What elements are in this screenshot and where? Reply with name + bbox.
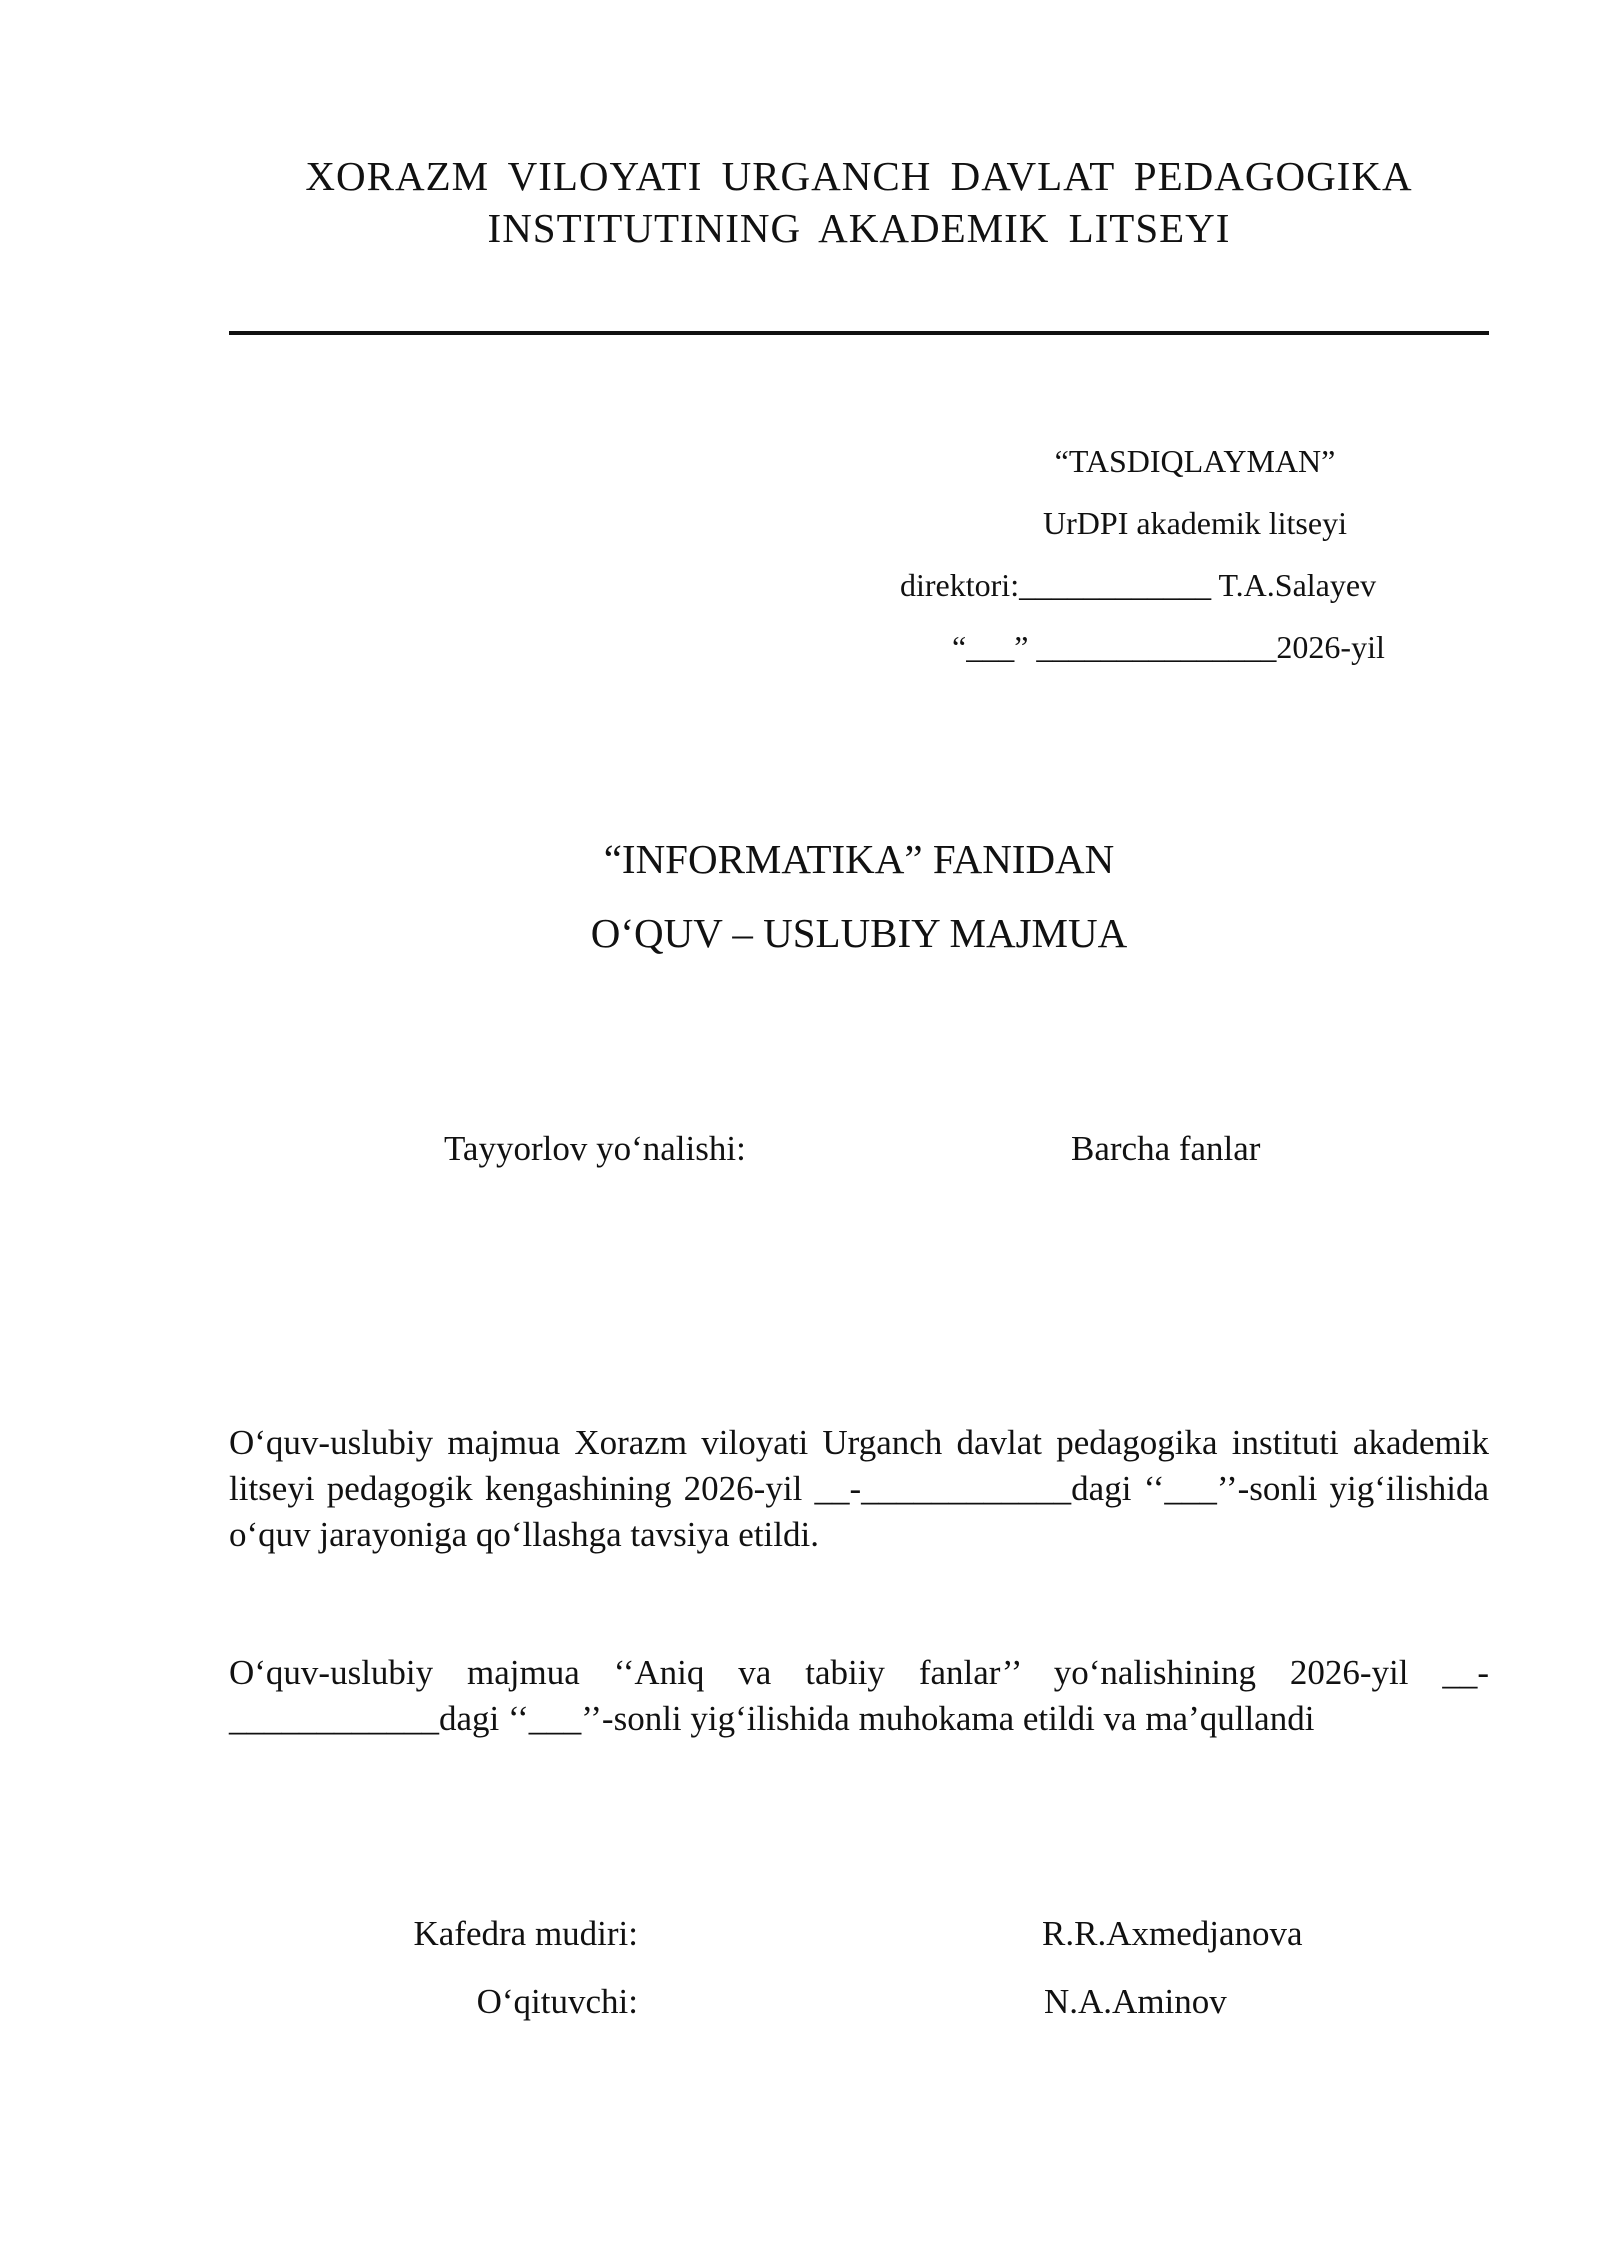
direction-label: Tayyorlov yo‘nalishi:	[444, 1129, 746, 1168]
recommendation-paragraph: O‘quv-uslubiy majmua Xorazm viloyati Urganch davlat pedagogika instituti akademik litseyi pedagogik kengashining 2026-yil __-____________dagi ‘‘___’’-sonli yig‘ilishida o‘quv jarayoniga qo‘llashga tavsiya etildi.	[229, 1423, 1489, 1554]
signature-name-head-of-department: R.R.Axmedjanova	[1042, 1914, 1303, 1953]
document-title	[229, 822, 1489, 970]
header-line-1: XORAZM VILOYATI URGANCH DAVLAT PEDAGOGIKA	[305, 153, 1413, 199]
approval-director-line: direktori:____________ T.A.Salayev	[900, 567, 1377, 603]
document-title-line-1: “INFORMATIKA” FANIDAN	[603, 836, 1115, 882]
approval-title: “TASDIQLAYMAN”	[1054, 443, 1336, 479]
direction-value: Barcha fanlar	[1071, 1129, 1261, 1168]
signature-name-teacher: N.A.Aminov	[1044, 1982, 1227, 2021]
signature-role-head-of-department: Kafedra mudiri:	[413, 1914, 638, 1953]
approval-block	[900, 430, 1490, 678]
approval-date-line: “___” _______________2026-yil	[952, 629, 1385, 665]
approval-organization: UrDPI akademik litseyi	[1043, 505, 1347, 541]
discussion-paragraph: O‘quv-uslubiy majmua ‘‘Aniq va tabiiy fanlar’’ yo‘nalishining 2026-yil __-____________dagi ‘‘___’’-sonli yig‘ilishida muhokama etildi va ma’qullandi	[229, 1653, 1489, 1738]
signature-role-teacher: O‘qituvchi:	[476, 1982, 638, 2021]
header-line-2: INSTITUTINING AKADEMIK LITSEYI	[487, 205, 1231, 251]
institution-header	[229, 150, 1489, 254]
document-title-line-2: O‘QUV – USLUBIY MAJMUA	[590, 910, 1128, 956]
header-divider	[229, 331, 1489, 335]
